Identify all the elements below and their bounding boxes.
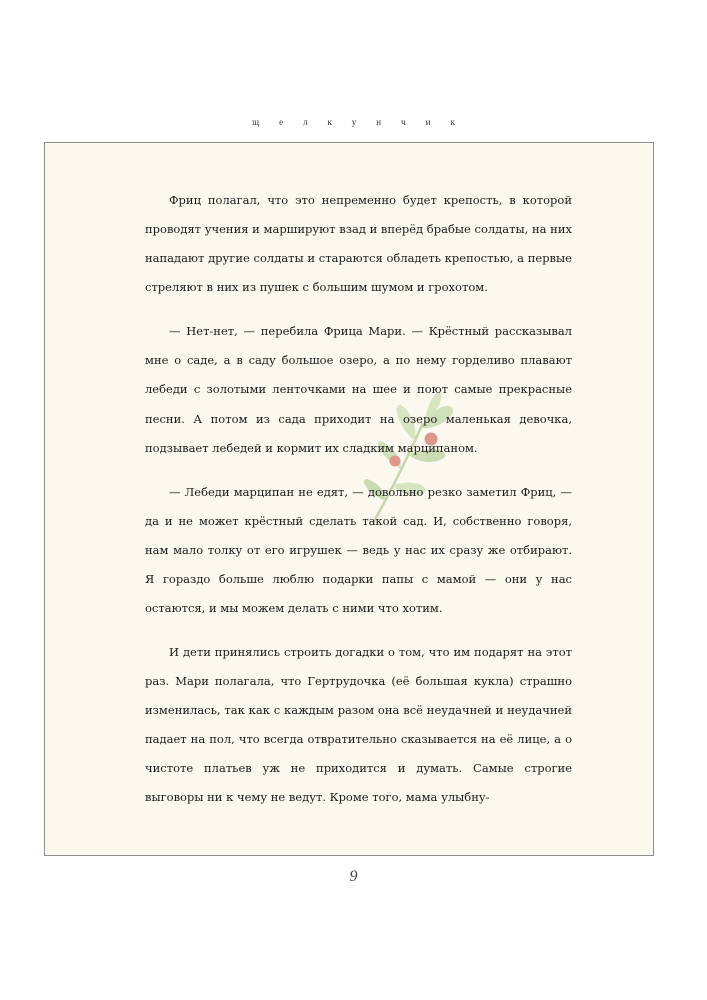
body-text	[145, 186, 572, 827]
paragraph: — Лебеди марципан не едят, — довольно резко заметил Фриц, — да и не может крёстный сделать такой сад. И, собственно говоря, нам мало толку от его игрушек — ведь у нас их сразу же отбирают. Я гораздо больше люблю подарки папы с мамой — они у нас остаются, и мы можем делать с ними что хотим.	[145, 484, 572, 615]
paragraph: И дети принялись строить догадки о том, что им подарят на этот раз. Мари полагала, что Гертрудочка (её большая кукла) страшно изменилась, так как с каждым разом она всё неудачней и неудачней падает на пол, что всегда отвратительно сказывается на её лице, а о чистоте платьев уж не приходится и думать. Самые строгие выговоры ни к чему не ведут. Кроме того, мама улыбну-	[145, 644, 572, 805]
running-head: щелкунчик	[252, 117, 475, 127]
page-frame	[44, 142, 654, 856]
page-number: 9	[349, 868, 358, 885]
paragraph: — Нет-нет, — перебила Фрица Мари. — Крёстный рассказывал мне о саде, а в саду большое озеро, а по нему горделиво плавают лебеди с золотыми ленточками на шее и поют самые прекрасные песни. А потом из сада приходит на озеро маленькая девочка, подзывает лебедей и кормит их сладким марципаном.	[145, 324, 572, 455]
paragraph: Фриц полагал, что это непременно будет крепость, в которой проводят учения и маршируют взад и вперёд брабые солдаты, на них нападают другие солдаты и стараются обладеть крепостью, а первые стреляют в них из пушек с большим шумом и грохотом.	[145, 193, 572, 295]
